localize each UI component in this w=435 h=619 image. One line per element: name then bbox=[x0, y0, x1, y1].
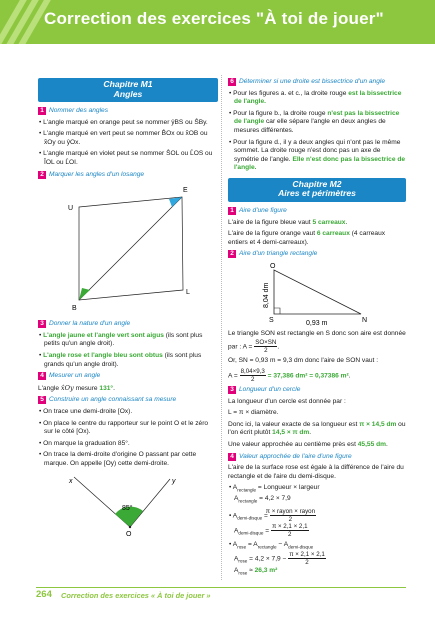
highlight-text: Elle n'est donc pas la bissectrice de l'angle. bbox=[234, 155, 406, 172]
chapter-title: Chapitre M2 bbox=[292, 178, 342, 189]
section-title: Longueur d'un cercle bbox=[239, 386, 301, 394]
section-title: Donner la nature d'un angle bbox=[49, 320, 131, 328]
point-label-e: E bbox=[183, 187, 188, 195]
section-number: 4 bbox=[228, 453, 236, 461]
rhombus-figure bbox=[38, 182, 218, 317]
subscript: rectangle bbox=[238, 498, 258, 504]
highlight-text: L'angle jaune et l'angle vert sont aigus bbox=[43, 331, 164, 339]
section-heading bbox=[228, 453, 406, 462]
highlight-text: 45,55 dm bbox=[357, 441, 386, 449]
subscript: demi-disque bbox=[238, 530, 264, 536]
bullet: • On place le centre du rapporteur sur le point O et le zéro sur le côté [Ox). bbox=[39, 419, 209, 436]
paragraph bbox=[38, 384, 218, 394]
side-length-sn: 0,93 m bbox=[306, 319, 328, 327]
section-heading bbox=[38, 396, 218, 405]
math-text: x̂Oy bbox=[60, 383, 74, 392]
denominator: 2 bbox=[264, 346, 268, 354]
fraction bbox=[240, 368, 266, 383]
bullet-text: On place le centre du rapporteur sur le point O et le zéro sur le côté [Ox). bbox=[43, 419, 209, 436]
text: . bbox=[309, 429, 312, 437]
vertex-label-n: N bbox=[362, 316, 368, 324]
section-heading bbox=[228, 250, 406, 259]
bullet-text: On marque la graduation 85°. bbox=[43, 439, 130, 447]
vertex-label-o: O bbox=[270, 262, 276, 270]
text: A bbox=[234, 495, 239, 503]
column-divider bbox=[221, 75, 222, 580]
bullet-text: L'angle marqué en violet peut se nommer S̑OL ou L̑OS ou ÎOL ou L̑OI. bbox=[43, 150, 213, 166]
point-label-u: U bbox=[68, 205, 74, 213]
vertex-label-o: O bbox=[126, 531, 132, 538]
left-column bbox=[38, 78, 218, 537]
section-number: 4 bbox=[38, 372, 46, 380]
highlight-text: 5 carreaux bbox=[312, 218, 346, 226]
highlight-text: 26,3 m² bbox=[254, 566, 278, 574]
section-title: Aire d'une figure bbox=[239, 206, 287, 214]
section-title: Valeur approchée de l'aire d'une figure bbox=[239, 452, 352, 460]
angle-mark-green bbox=[79, 288, 90, 300]
bullet-text: (ils sont plus petits qu'un angle droit). bbox=[44, 331, 203, 348]
text: La longueur d'un cercle est donnée par : bbox=[228, 397, 346, 405]
right-angle-mark bbox=[274, 308, 280, 314]
numerator: π × 2,1 × 2,1 bbox=[271, 523, 308, 531]
formula-line bbox=[228, 551, 406, 566]
angle-85-figure bbox=[38, 471, 218, 537]
text: L = π × diamètre. bbox=[228, 409, 279, 417]
subscript: demi-disque bbox=[237, 515, 263, 521]
section-heading bbox=[38, 171, 218, 180]
right-triangle-figure bbox=[228, 262, 406, 328]
bullet-text: Pour les figures a. et c., la droite rouge bbox=[233, 89, 349, 97]
subscript: rectangle bbox=[257, 543, 277, 549]
paragraph bbox=[228, 357, 406, 366]
highlight-text: L'angle rose et l'angle bleu sont obtus bbox=[43, 351, 163, 359]
highlight-text: 131° bbox=[99, 384, 114, 392]
bullet-text: Pour la figure b., la droite rouge bbox=[233, 109, 328, 117]
angle-mark-blue bbox=[169, 197, 182, 207]
bullet: • On trace une demi-droite [Ox). bbox=[39, 407, 133, 415]
footer-text: Correction des exercices « À toi de jouer » bbox=[61, 591, 211, 600]
bullet-text: L'angle marqué en vert peut se nommer B̑Ox ou x̂OB ou x̂Oy ou ŷOx. bbox=[43, 130, 208, 146]
text: ou l'on écrit plutôt bbox=[228, 420, 406, 437]
text: L'aire de la figure bleue vaut bbox=[228, 218, 313, 226]
bullet: • $A_{demi-disque}$ = $\frac{\text{π × rayon × rayon}}{2}$ bbox=[229, 508, 316, 524]
bullet-text: On trace la demi-droite d'origine O passant par cette marque. On appelle [Oy) cette demi-droite. bbox=[43, 451, 197, 467]
text: . bbox=[386, 441, 388, 449]
bullet: • L'angle rose et l'angle bleu sont obtus (ils sont plus grands qu'un angle droit). bbox=[39, 351, 202, 368]
chapter-title: Chapitre M1 bbox=[103, 79, 153, 89]
paragraph: Le triangle SON est rectangle en S donc son aire est donnée par : A = $\frac{SO\times SN}{2}$ . bbox=[228, 329, 406, 354]
section-number: 6 bbox=[228, 78, 236, 86]
section-title: Déterminer si une droite est bissectrice d'un angle bbox=[239, 78, 386, 85]
paragraph bbox=[228, 464, 406, 481]
bullet: • $A_{rectangle}$ = Longueur × largeur bbox=[229, 484, 320, 493]
paragraph bbox=[228, 398, 406, 407]
right-column bbox=[228, 78, 406, 581]
section-title: Construire un angle connaissant sa mesure bbox=[49, 396, 177, 404]
highlight-text: est la bissectrice de l'angle. bbox=[234, 89, 402, 106]
section-number: 2 bbox=[38, 171, 46, 179]
paragraph bbox=[228, 409, 406, 418]
section-number: 5 bbox=[38, 396, 46, 404]
text: A = bbox=[228, 372, 238, 380]
paragraph bbox=[228, 421, 406, 438]
chapter-subtitle: Angles bbox=[113, 88, 143, 99]
bullet: • Pour la figure d., il y a deux angles qui n'ont pas le même sommet. La droite rouge n'est donc pas un axe de symétrie de l'angle. Elle n'est donc pas la bissectrice de l'angle. bbox=[229, 138, 406, 172]
text: A bbox=[234, 566, 239, 574]
bullet-text: (ils sont plus grands qu'un angle droit). bbox=[44, 351, 202, 368]
text: A bbox=[232, 512, 238, 520]
text: A bbox=[232, 484, 238, 492]
angle-value: 85° bbox=[122, 505, 133, 513]
formula-line: $A_{demi-disque}$ = $\frac{\pi \times 2,1 \times 2,1}{2}$ bbox=[234, 523, 308, 539]
highlight-text: = 37,386 dm² = 0,37386 m² bbox=[267, 372, 349, 380]
fraction bbox=[254, 339, 277, 354]
section-number: 1 bbox=[228, 207, 236, 215]
text: ≈ bbox=[247, 566, 255, 574]
bullet: • L'angle jaune et l'angle vert sont aigus (ils sont plus petits qu'un angle droit). bbox=[39, 331, 203, 348]
chapter-subtitle: Aires et périmètres bbox=[278, 188, 356, 199]
denominator: 2 bbox=[288, 516, 293, 524]
text: Le triangle SON est rectangle en S donc son aire est donnée par : A = bbox=[228, 329, 406, 350]
paragraph bbox=[228, 230, 406, 247]
section-number: 1 bbox=[38, 107, 46, 115]
text: . bbox=[113, 384, 115, 392]
bullet-text: L'angle marqué en orange peut se nommer ŷBS ou S̑By. bbox=[43, 118, 208, 126]
text: = A bbox=[246, 540, 258, 548]
text: = Longueur × largeur bbox=[256, 484, 320, 492]
denominator: 2 bbox=[250, 376, 255, 384]
text: = 4,2 × 7,9 − bbox=[247, 555, 287, 563]
side-length-so: 8,04 dm bbox=[263, 282, 270, 308]
text: Une valeur approchée au centième près est bbox=[228, 441, 358, 449]
section-title: Marquer les angles d'un losange bbox=[49, 170, 145, 178]
text: = 4,2 × 7,9 bbox=[257, 495, 291, 503]
bullet: • $A_{rose} = A_{rectangle} - A_{demi-disque}$ bbox=[229, 540, 314, 549]
subscript: demi-disque bbox=[288, 543, 314, 549]
vertex-dot bbox=[129, 526, 131, 528]
formula-line bbox=[228, 495, 406, 506]
page-title: Correction des exercices "À toi de jouer" bbox=[44, 9, 384, 28]
subscript: rectangle bbox=[237, 487, 257, 493]
text: A bbox=[234, 527, 239, 535]
page-footer bbox=[36, 587, 406, 602]
page-header bbox=[0, 0, 435, 44]
section-heading bbox=[228, 386, 406, 395]
text: − A bbox=[276, 540, 289, 548]
text: L'angle bbox=[38, 384, 61, 392]
bullet-text: car elle sépare l'angle en deux angles de mesures différentes. bbox=[234, 118, 386, 134]
paragraph bbox=[228, 441, 406, 450]
chapter-m1-banner bbox=[38, 78, 218, 102]
highlight-text: n'est pas la bissectrice de l'angle bbox=[234, 109, 400, 126]
text: A bbox=[232, 540, 238, 548]
section-number: 3 bbox=[228, 386, 236, 394]
section-heading bbox=[38, 372, 218, 381]
highlight-text: 6 carreaux bbox=[316, 230, 350, 238]
fraction bbox=[271, 523, 309, 538]
paragraph bbox=[228, 368, 406, 383]
ray-label-y: y bbox=[172, 478, 176, 486]
bullet: • On trace la demi-droite d'origine O passant par cette marque. On appelle [Oy) cette demi-droite. bbox=[39, 451, 197, 467]
ray-label-x: x bbox=[69, 478, 73, 486]
point-label-b: B bbox=[72, 305, 77, 313]
bullet: • Pour la figure b., la droite rouge n'est pas la bissectrice de l'angle car elle sépare l'angle en deux angles de mesures différentes. bbox=[229, 109, 400, 134]
section-title: Mesurer un angle bbox=[49, 372, 101, 380]
text: A bbox=[234, 555, 239, 563]
text: L'aire de la figure orange vaut bbox=[228, 230, 317, 238]
chapter-m2-banner bbox=[228, 178, 406, 202]
bullet: • L'angle marqué en vert peut se nommer B̑Ox ou x̂OB ou x̂Oy ou ŷOx. bbox=[39, 130, 208, 146]
text: L'aire de la surface rose est égale à la différence de l'aire du rectangle et de l'aire du demi-disque. bbox=[228, 464, 404, 480]
bullet: • L'angle marqué en orange peut se nommer ŷBS ou S̑By. bbox=[39, 118, 208, 126]
text: Donc ici, la valeur exacte de sa longueur est bbox=[228, 420, 360, 428]
bullet: • Pour les figures a. et c., la droite rouge est la bissectrice de l'angle. bbox=[229, 89, 402, 106]
page-number: 264 bbox=[36, 589, 52, 600]
section-heading bbox=[38, 320, 218, 329]
point-label-l: L bbox=[186, 289, 190, 297]
subscript: rose bbox=[237, 543, 247, 549]
subscript: rose bbox=[238, 569, 248, 575]
vertex-label-s: S bbox=[269, 316, 274, 324]
numerator: π × 2,1 × 2,1 bbox=[289, 551, 325, 559]
section-heading bbox=[38, 107, 218, 116]
numerator: SO×SN bbox=[255, 338, 277, 346]
numerator: π × rayon × rayon bbox=[265, 508, 316, 516]
denominator: 2 bbox=[305, 559, 309, 567]
section-title: Nommer des angles bbox=[49, 107, 109, 114]
text: Or, SN = 0,93 m = 9,3 dm donc l'aire de SON vaut : bbox=[228, 356, 379, 364]
text: . bbox=[345, 218, 348, 226]
section-number: 2 bbox=[228, 250, 236, 258]
denominator: 2 bbox=[288, 531, 292, 539]
text: (4 carreaux entiers et 4 demi-carreaux). bbox=[228, 230, 386, 246]
highlight-text: π × 14,5 dm bbox=[359, 420, 397, 428]
section-heading bbox=[228, 207, 406, 216]
formula-line bbox=[228, 567, 406, 578]
text: mesure bbox=[73, 384, 100, 392]
fraction bbox=[288, 551, 326, 566]
bullet-text: Pour la figure d., il y a deux angles qui n'ont pas le même sommet. La droite rouge n'est donc pas un axe de symétrie de l'angle. bbox=[233, 138, 401, 163]
subscript: rose bbox=[238, 559, 248, 565]
bullet-text: On trace une demi-droite [Ox). bbox=[43, 407, 133, 415]
section-heading bbox=[228, 78, 406, 87]
bullet: • L'angle marqué en violet peut se nommer S̑OL ou L̑OS ou ÎOL ou L̑OI. bbox=[39, 150, 213, 166]
paragraph bbox=[228, 219, 406, 228]
text: . bbox=[348, 372, 351, 380]
bullet: • On marque la graduation 85°. bbox=[39, 439, 130, 447]
section-title: Aire d'un triangle rectangle bbox=[239, 250, 318, 258]
highlight-text: 14,5 × π dm bbox=[272, 429, 310, 437]
section-number: 3 bbox=[38, 320, 46, 328]
numerator: 8,04×9,3 bbox=[240, 368, 265, 376]
